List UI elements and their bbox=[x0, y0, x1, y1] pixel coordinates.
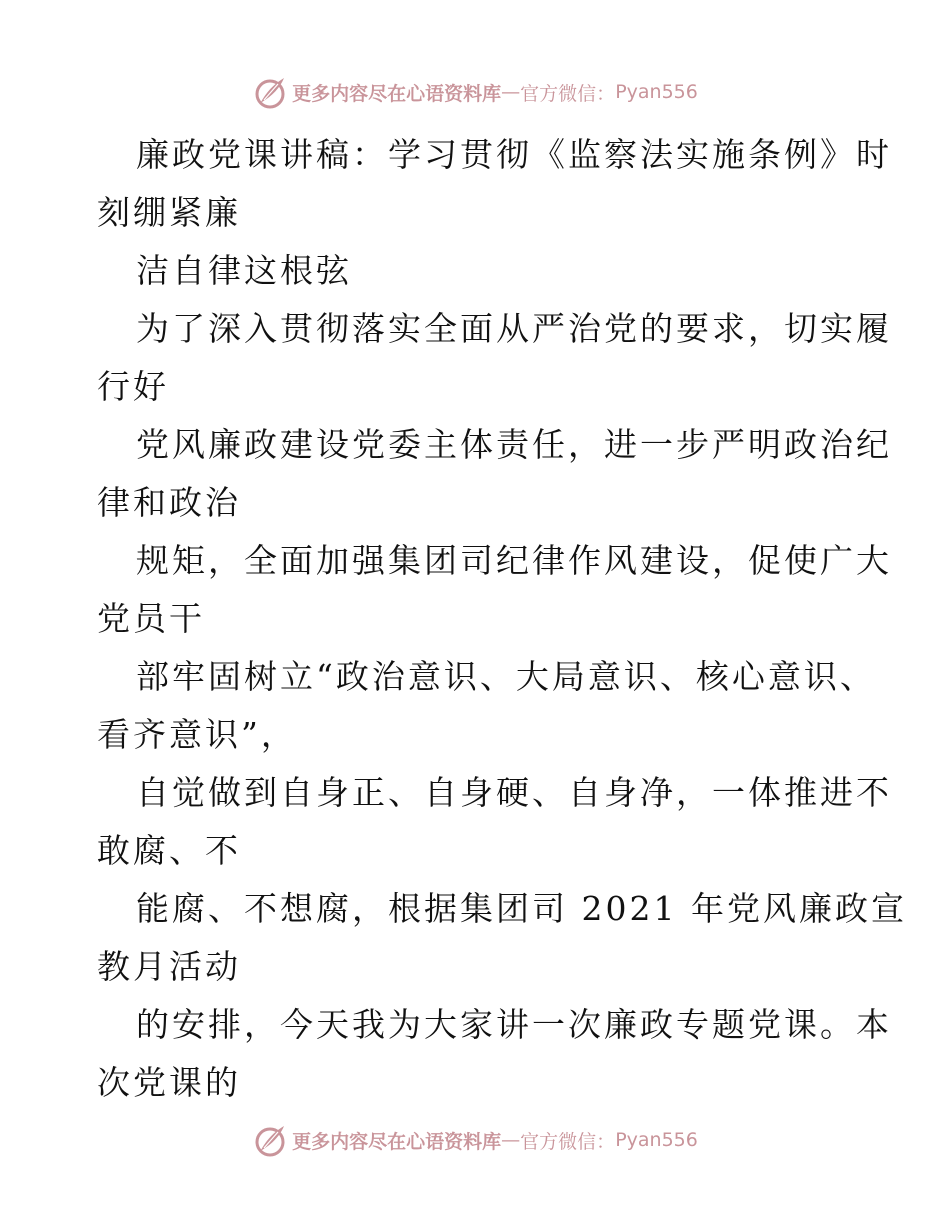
document-body bbox=[97, 126, 907, 1112]
paragraph-line: 教月活动 bbox=[97, 947, 241, 986]
banner-wechat-label: 官方微信： bbox=[520, 1130, 616, 1153]
doc-title-line-1: 廉政党课讲稿：学习贯彻《监察法实施条例》时 bbox=[136, 135, 892, 174]
doc-title-line-2: 刻绷紧廉 bbox=[97, 193, 241, 232]
feather-quill-logo-icon bbox=[252, 1122, 288, 1158]
paragraph-line: 部牢固树立“政治意识、大局意识、核心意识、 bbox=[136, 657, 876, 696]
footer-banner bbox=[0, 1120, 950, 1160]
banner-text: 更多内容尽在心语资料库 bbox=[292, 82, 502, 105]
paragraph-line: 敢腐、不 bbox=[97, 831, 241, 870]
paragraph-line: 能腐、不想腐，根据集团司 2021 年党风廉政宣 bbox=[136, 889, 907, 928]
paragraph-line: 看齐意识”， bbox=[97, 715, 297, 754]
banner-wechat-id: Pyan556 bbox=[615, 81, 698, 103]
banner-text: 更多内容尽在心语资料库 bbox=[292, 1130, 502, 1153]
banner-wechat-label: 官方微信： bbox=[520, 82, 616, 105]
banner-separator: — bbox=[501, 1129, 521, 1151]
paragraph-line: 党员干 bbox=[97, 599, 205, 638]
banner-separator: — bbox=[501, 81, 521, 103]
paragraph-line: 律和政治 bbox=[97, 483, 241, 522]
paragraph-line: 自觉做到自身正、自身硬、自身净，一体推进不 bbox=[136, 773, 892, 812]
feather-quill-logo-icon bbox=[252, 74, 288, 110]
paragraph-line: 的安排，今天我为大家讲一次廉政专题党课。本 bbox=[136, 1005, 892, 1044]
header-banner bbox=[0, 72, 950, 112]
banner-wechat-id: Pyan556 bbox=[615, 1129, 698, 1151]
doc-title-line-3: 洁自律这根弦 bbox=[136, 251, 352, 290]
paragraph-line: 次党课的 bbox=[97, 1063, 241, 1102]
paragraph-line: 党风廉政建设党委主体责任，进一步严明政治纪 bbox=[136, 425, 892, 464]
paragraph-line: 规矩，全面加强集团司纪律作风建设，促使广大 bbox=[136, 541, 892, 580]
paragraph-line: 为了深入贯彻落实全面从严治党的要求，切实履 bbox=[136, 309, 892, 348]
paragraph-line: 行好 bbox=[97, 367, 169, 406]
